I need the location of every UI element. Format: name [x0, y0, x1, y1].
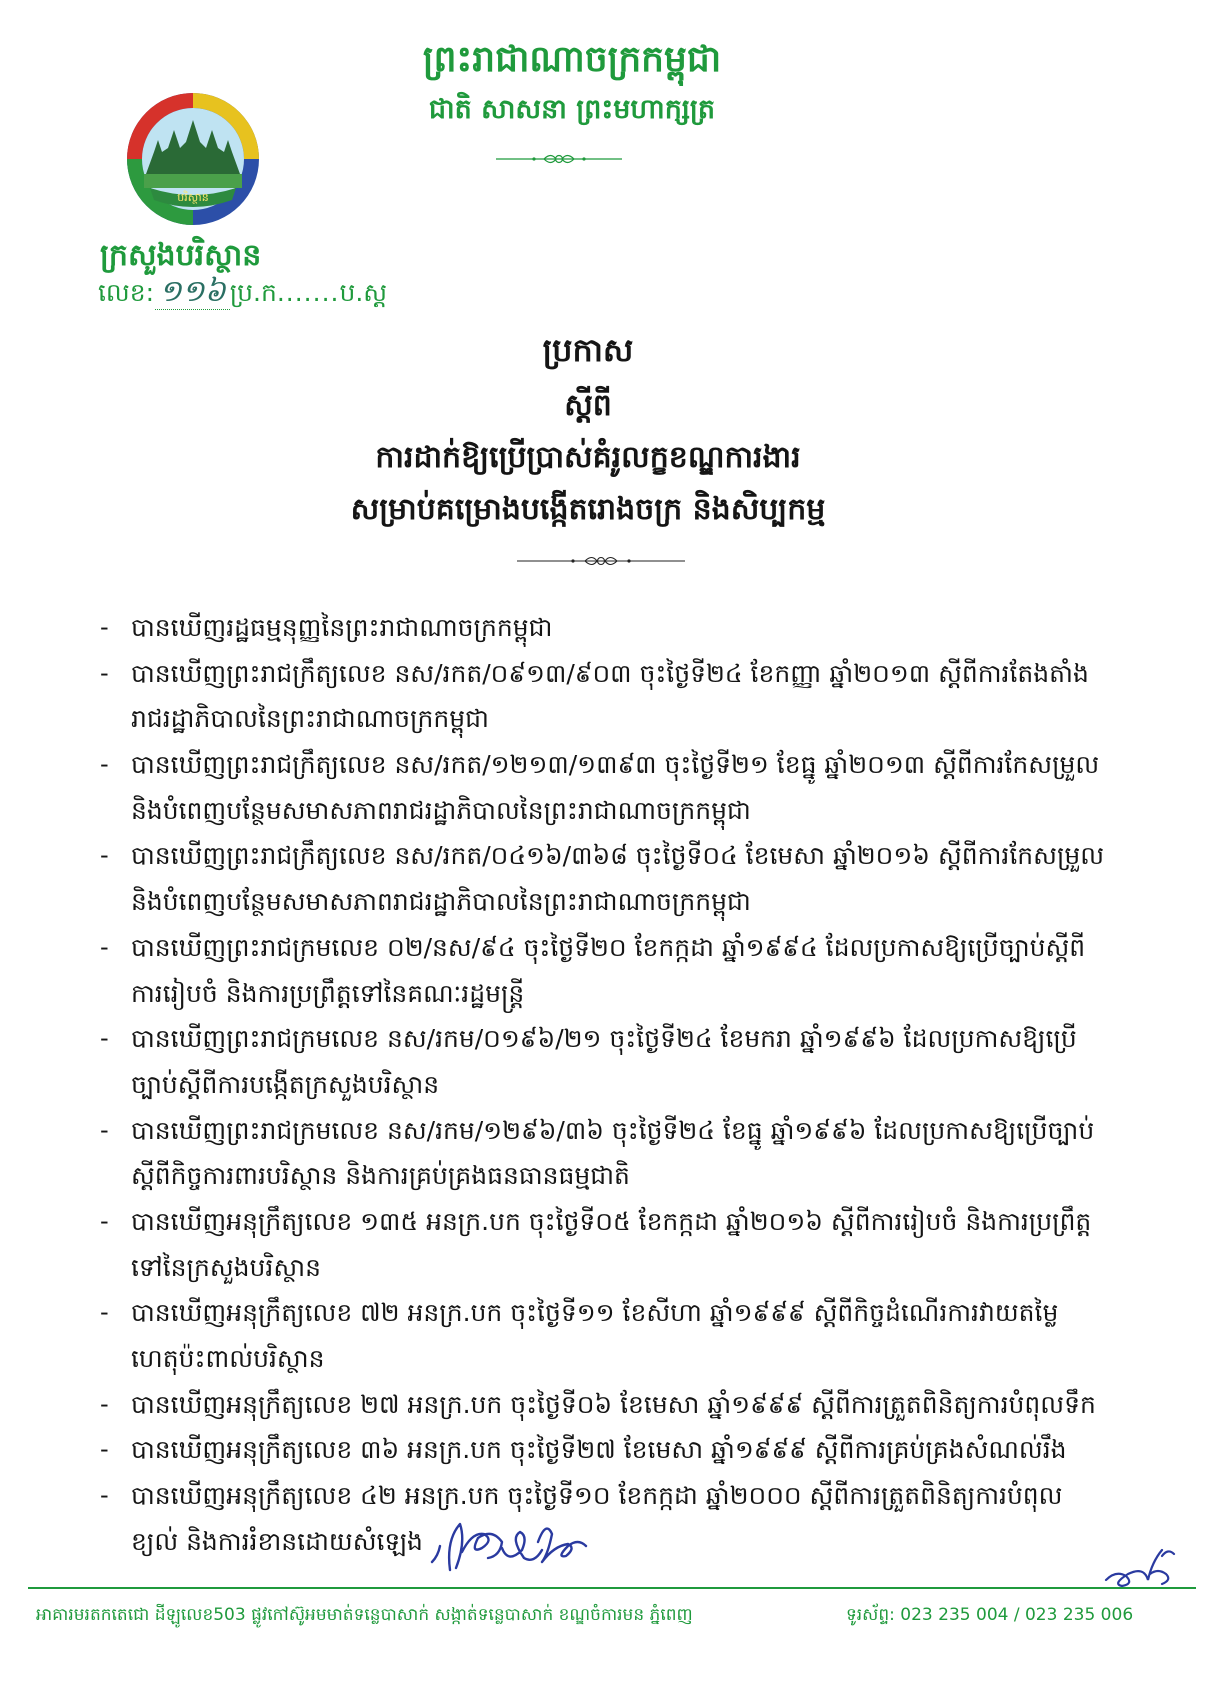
kingdom-heading: ព្រះរាជាណាចក្រកម្ពុជា [422, 39, 722, 80]
list-item [100, 651, 1112, 742]
list-item [100, 833, 1112, 924]
subject-line: ការដាក់ឱ្យប្រើប្រាស់គំរូលក្ខខណ្ឌការងារ [375, 440, 801, 475]
list-item-line: ទៅនៃក្រសួងបរិស្ថាន [131, 1252, 321, 1282]
subject-line: សម្រាប់គម្រោងបង្កើតរោងចក្រ និងសិប្បកម្ម [350, 492, 826, 527]
list-item-line: បានឃើញព្រះរាជក្រមលេខ ០២/នស/៩៤ ចុះថ្ងៃទី២០ ខែកក្កដា ឆ្នាំ១៩៩៤ ដែលប្រកាសឱ្យប្រើច្បាប់ស្តីពី [131, 932, 1086, 962]
document-heading: ប្រកាស [542, 331, 634, 369]
list-bullet: - [100, 1024, 109, 1053]
reference-number-handwritten: ១១៦ [155, 274, 230, 310]
national-motto: ជាតិ សាសនា ព្រះមហាក្សត្រ [428, 94, 716, 125]
list-item-line: បានឃើញព្រះរាជក្រមលេខ នស/រកម/១២៩៦/៣៦ ចុះថ្ងៃទី២៤ ខែធ្នូ ឆ្នាំ១៩៩៦ ដែលប្រកាសឱ្យប្រើច្បាប់ [131, 1115, 1095, 1145]
footer-phone: ទូរស័ព្ទ: 023 235 004 / 023 235 006 [846, 1605, 1134, 1625]
list-item-line: ច្បាប់ស្តីពីការបង្កើតក្រសួងបរិស្ថាន [131, 1069, 440, 1099]
list-item-line: រាជរដ្ឋាភិបាលនៃព្រះរាជាណាចក្រកម្ពុជា [131, 704, 489, 734]
signature [428, 1512, 612, 1576]
list-item-line: និងបំពេញបន្ថែមសមាសភាពរាជរដ្ឋាភិបាលនៃព្រះរាជាណាចក្រកម្ពុជា [131, 887, 751, 917]
list-item [100, 742, 1112, 833]
logo-text: បរិស្ថាន [177, 191, 209, 204]
list-item-line: បានឃើញព្រះរាជក្រមលេខ នស/រកម/០១៩៦/២១ ចុះថ្ងៃទី២៤ ខែមករា ឆ្នាំ១៩៩៦ ដែលប្រកាសឱ្យប្រើ [131, 1024, 1077, 1054]
list-bullet: - [100, 750, 109, 779]
subject-intro: ស្តីពី [564, 388, 612, 423]
list-bullet: - [100, 841, 109, 870]
ornament-divider-icon [515, 552, 687, 570]
list-item-line: បានឃើញអនុក្រឹត្យលេខ ៤២ អនក្រ.បក ចុះថ្ងៃទី១០ ខែកក្កដា ឆ្នាំ២០០០ ស្តីពីការត្រួតពិនិត្យការបំពុល [131, 1481, 1063, 1511]
list-bullet: - [100, 658, 109, 687]
list-item-line: បានឃើញព្រះរាជក្រឹត្យលេខ នស/រកត/០៩១៣/៩០៣ ចុះថ្ងៃទី២៤ ខែកញ្ញា ឆ្នាំ២០១៣ ស្តីពីការតែងតាំង [131, 658, 1089, 688]
list-item [100, 605, 1112, 651]
reference-suffix: ប.ស្ត [339, 278, 388, 307]
list-item [100, 1290, 1112, 1381]
list-item-line: ការរៀបចំ និងការប្រព្រឹត្តទៅនៃគណៈរដ្ឋមន្ត្រី [131, 978, 525, 1008]
list-item-line: ខ្យល់ និងការរំខានដោយសំឡេង [131, 1526, 423, 1556]
list-item-line: បានឃើញព្រះរាជក្រឹត្យលេខ នស/រកត/១២១៣/១៣៩៣ ចុះថ្ងៃទី២១ ខែធ្នូ ឆ្នាំ២០១៣ ស្តីពីការកែសម្រួល [131, 750, 1100, 780]
reference-type: ប្រ.ក [229, 278, 277, 307]
ornament-divider-icon [494, 150, 624, 168]
list-item-line: បានឃើញអនុក្រឹត្យលេខ ៣៦ អនក្រ.បក ចុះថ្ងៃទី២៧ ខែមេសា ឆ្នាំ១៩៩៩ ស្តីពីការគ្រប់គ្រងសំណល់រឹង [131, 1435, 1067, 1465]
list-bullet: - [100, 1435, 109, 1464]
list-item [100, 1427, 1112, 1473]
list-item-line: ស្តីពីកិច្ចការពារបរិស្ថាន និងការគ្រប់គ្រងធនធានធម្មជាតិ [131, 1161, 630, 1191]
list-item-line: បានឃើញព្រះរាជក្រឹត្យលេខ នស/រកត/០៤១៦/៣៦៨ ចុះថ្ងៃទី០៤ ខែមេសា ឆ្នាំ២០១៦ ស្តីពីការកែសម្រួល [131, 841, 1105, 871]
list-item [100, 1199, 1112, 1290]
footer-rule [28, 1587, 1196, 1589]
list-bullet: - [100, 1115, 109, 1144]
list-item [100, 925, 1112, 1016]
ministry-name: ក្រសួងបរិស្ថាន [100, 238, 262, 273]
list-item-line: ហេតុប៉ះពាល់បរិស្ថាន [131, 1344, 325, 1373]
list-item [100, 1108, 1112, 1199]
list-bullet: - [100, 613, 109, 641]
list-bullet: - [100, 1206, 109, 1235]
list-item-line: បានឃើញរដ្ឋធម្មនុញ្ញនៃព្រះរាជាណាចក្រកម្ពុជា [131, 613, 553, 642]
list-item [100, 1016, 1112, 1107]
list-item-line: បានឃើញអនុក្រឹត្យលេខ ១៣៥ អនក្រ.បក ចុះថ្ងៃទី០៥ ខែកក្កដា ឆ្នាំ២០១៦ ស្តីពីការរៀបចំ និងការប្រព្រឹត្ត [131, 1206, 1092, 1236]
list-bullet: - [100, 1389, 109, 1418]
reference-prefix: លេខ [98, 278, 146, 307]
list-item-line: បានឃើញអនុក្រឹត្យលេខ ៧២ អនក្រ.បក ចុះថ្ងៃទី១១ ខែសីហា ឆ្នាំ១៩៩៩ ស្តីពីកិច្ចដំណើរការវាយតម្លៃ [131, 1298, 1059, 1328]
reference-number: លេខ: ១១៦ ប្រ.ក.......ប.ស្ត [98, 274, 388, 309]
list-item [100, 1382, 1112, 1428]
considerations-list [100, 605, 1112, 1564]
list-bullet: - [100, 1481, 109, 1510]
list-item-line: បានឃើញអនុក្រឹត្យលេខ ២៧ អនក្រ.បក ចុះថ្ងៃទី០៦ ខែមេសា ឆ្នាំ១៩៩៩ ស្តីពីការត្រួតពិនិត្យការបំពុលទឹក [131, 1389, 1096, 1419]
footer-address: អាគារមរតកតេជោ ដីឡូលេខ503 ផ្លូវកៅស៊ូអមមាត់ទន្លេបាសាក់ សង្កាត់ទន្លេបាសាក់ ខណ្ឌចំការមន ភ្នំពេញ [36, 1605, 693, 1625]
list-bullet: - [100, 1298, 109, 1327]
title-block [288, 326, 888, 536]
list-item-line: និងបំពេញបន្ថែមសមាសភាពរាជរដ្ឋាភិបាលនៃព្រះរាជាណាចក្រកម្ពុជា [131, 795, 751, 825]
list-bullet: - [100, 932, 109, 961]
ministry-logo [124, 90, 262, 228]
